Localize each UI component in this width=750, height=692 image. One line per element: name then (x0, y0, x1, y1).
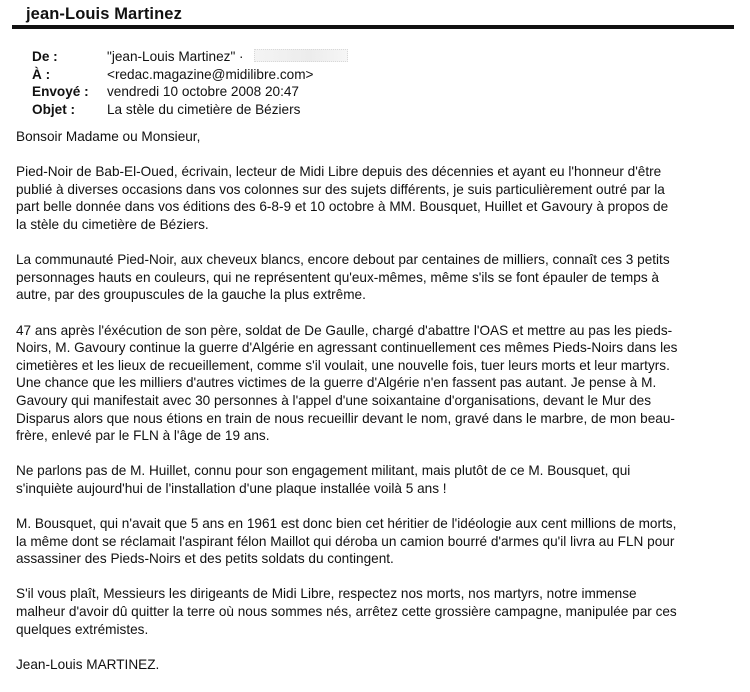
header-label: De : (32, 49, 58, 64)
header-value: <redac.magazine@midilibre.com> (107, 66, 314, 82)
body-paragraph: 47 ans après l'éxécution de son père, soldat de De Gaulle, chargé d'abattre l'OAS et mettre au pas les pieds- Noirs, M. Gavoury continue la guerre d'Algérie en agressant continuellement ces mêmes Pieds-Noirs dans les cimetières et les lieux de recueillement, comme s'il voulait, une nouvelle fois, tuer leurs morts et leur martyrs. Une chance que les milliers d'autres victimes de la guerre d'Algérie n'en fassent pas autant. Je pense à M. Gavoury qui manifestait avec 30 personnes à l'appel d'une soixantaine d'organisations, devant le Mur des Disparus alors que nous étions en train de nous recueillir devant le nom, gravé dans le marbre, de mon beau- frère, enlevé par le FLN à l'âge de 19 ans. (16, 322, 678, 444)
body-paragraph: M. Bousquet, qui n'avait que 5 ans en 1961 est donc bien cet héritier de l'idéologie aux cent millions de morts, la même dont se réclamait l'aspirant félon Maillot qui déroba un camion bourré d'armes qu'il livra au FLN pour assassiner des Pieds-Noirs et des petits soldats du contingent. (16, 516, 677, 567)
header-label: Envoyé : (32, 84, 89, 100)
from-value: "jean-Louis Martinez" · (107, 49, 244, 64)
header-label: Objet : (32, 101, 76, 117)
body-paragraph: Pied-Noir de Bab-El-Oued, écrivain, lecteur de Midi Libre depuis des décennies et ayant eu l'honneur d'être publié à diverses occasions dans vos colonnes sur des sujets différents, je suis particulièrement outré par la part belle donnée dans vos éditions des 6-8-9 et 10 octobre à MM. Bousquet, Huillet et Gavoury à propos de la stèle du cimetière de Béziers. (16, 164, 669, 232)
body-paragraph: Ne parlons pas de M. Huillet, connu pour son engagement militant, mais plutôt de ce M. Bousquet, qui s'inquiète aujourd'hui de l'installation d'une plaque installée voilà 5 ans ! (16, 463, 631, 496)
signature: Jean-Louis MARTINEZ. (16, 656, 160, 672)
redacted-address (254, 49, 348, 62)
body-paragraph: S'il vous plaît, Messieurs les dirigeants de Midi Libre, respectez nos morts, nos martyrs, notre immense malheur d'avoir dû quitter la terre où nous sommes nés, arrêtez cette grossière campagne, manipulée par ces quelques extrémistes. (16, 586, 677, 637)
header-value: vendredi 10 octobre 2008 20:47 (107, 84, 299, 100)
header-label: À : (32, 66, 51, 82)
greeting: Bonsoir Madame ou Monsieur, (16, 129, 201, 144)
body-paragraph: La communauté Pied-Noir, aux cheveux blancs, encore debout par centaines de milliers, connaît ces 3 petits personnages hauts en couleurs, qui ne représentent qu'eux-mêmes, même s'ils se font épauler de temps à autre, par des groupuscules de la gauche la plus extrême. (16, 252, 670, 303)
header-value (107, 48, 348, 66)
email-body (16, 128, 738, 691)
header-value: La stèle du cimetière de Béziers (107, 101, 301, 117)
sender-banner: jean-Louis Martinez (26, 5, 182, 23)
header-divider (12, 25, 734, 29)
